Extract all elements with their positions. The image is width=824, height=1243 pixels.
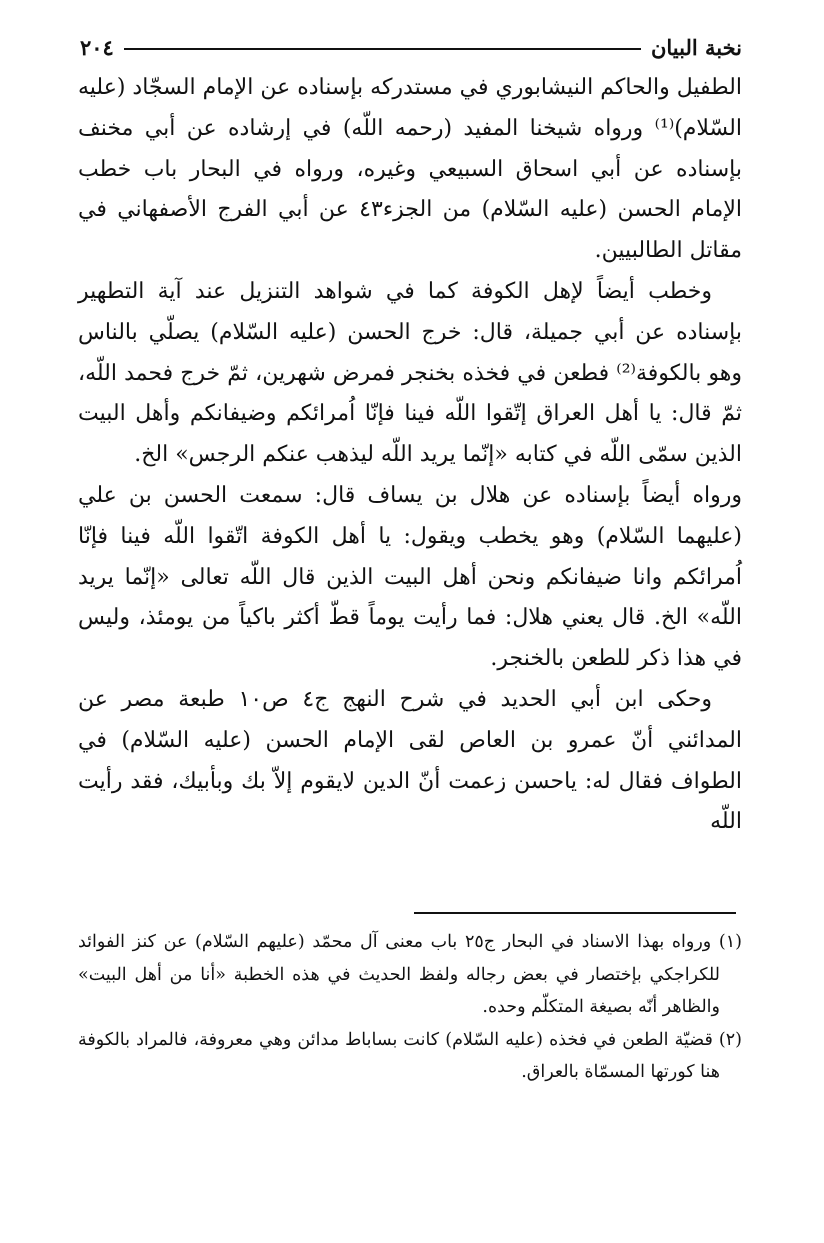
footnote-separator: [414, 912, 736, 914]
paragraph: الطفيل والحاكم النيشابوري في مستدركه بإسناده عن الإمام السجّاد (عليه السّلام)⁽¹⁾ ورواه شيخنا المفيد (رحمه اللّه) في إرشاده عن أبي مخنف بإسناده عن أبي اسحاق السبيعي وغيره، ورواه في البحار باب خطب الإمام الحسن (عليه السّلام) من الجزء٤٣ عن أبي الفرج الأصفهاني في مقاتل الطالبيين.: [78, 75, 743, 264]
paragraph: ورواه أيضاً بإسناده عن هلال بن يساف قال: سمعت الحسن بن علي (عليهما السّلام) وهو يخطب ويقول: يا أهل الكوفة اتّقوا اللّه فينا فإنّا اُمرائكم وانا ضيفانكم ونحن أهل البيت الذين قال اللّه تعالى «إنّما يريد اللّه» الخ. قال يعني هلال: فما رأيت يوماً قطّ أكثر باكياً من يومئذ، وليس في هذا ذكر للطعن بالخنجر.: [78, 482, 742, 672]
footnotes: [78, 926, 742, 1089]
footnote: (١) ورواه بهذا الاسناد في البحار ج٢٥ باب معنى آل محمّد (عليهم السّلام) عن كنز الفوائد للكراجكي بإختصار في بعض رجاله ولفظ الحديث في هذه الخطبة «أنا من أهل البيت» والظاهر أنّه بصيغة المتكلّم وحده.: [78, 932, 742, 1017]
paragraph: وحكى ابن أبي الحديد في شرح النهج ج٤ ص١٠ طبعة مصر عن المدائني أنّ عمرو بن العاص لقى الإمام الحسن (عليه السّلام) في الطواف فقال له: ياحسن زعمت أنّ الدين لايقوم إلاّ بك وبأبيك، فقد رأيت اللّه: [78, 686, 742, 835]
page-number: ٢٠٤: [80, 34, 114, 60]
paragraph: وخطب أيضاً لإهل الكوفة كما في شواهد التنزيل عند آية التطهير بإسناده عن أبي جميلة، قال: خرج الحسن (عليه السّلام) يصلّي بالناس وهو بالكوفة⁽²⁾ فطعن في فخذه بخنجر فمرض شهرين، ثمّ خرج فحمد اللّه، ثمّ قال: يا أهل العراق إتّقوا اللّه فينا فإنّا اُمرائكم وضيفانكم وأهل البيت الذين سمّى اللّه في كتابه «إنّما يريد اللّه ليذهب عنكم الرجس» الخ.: [78, 278, 743, 468]
page-header: [80, 30, 742, 64]
header-rule: [124, 48, 641, 50]
main-text: [78, 68, 742, 843]
book-title: نخبة البيان: [650, 34, 742, 60]
footnote: (٢) قضيّة الطعن في فخذه (عليه السّلام) كانت بساباط مدائن وهي معروفة، فالمراد بالكوفة هنا كورتها المسمّاة بالعراق.: [78, 1029, 742, 1082]
